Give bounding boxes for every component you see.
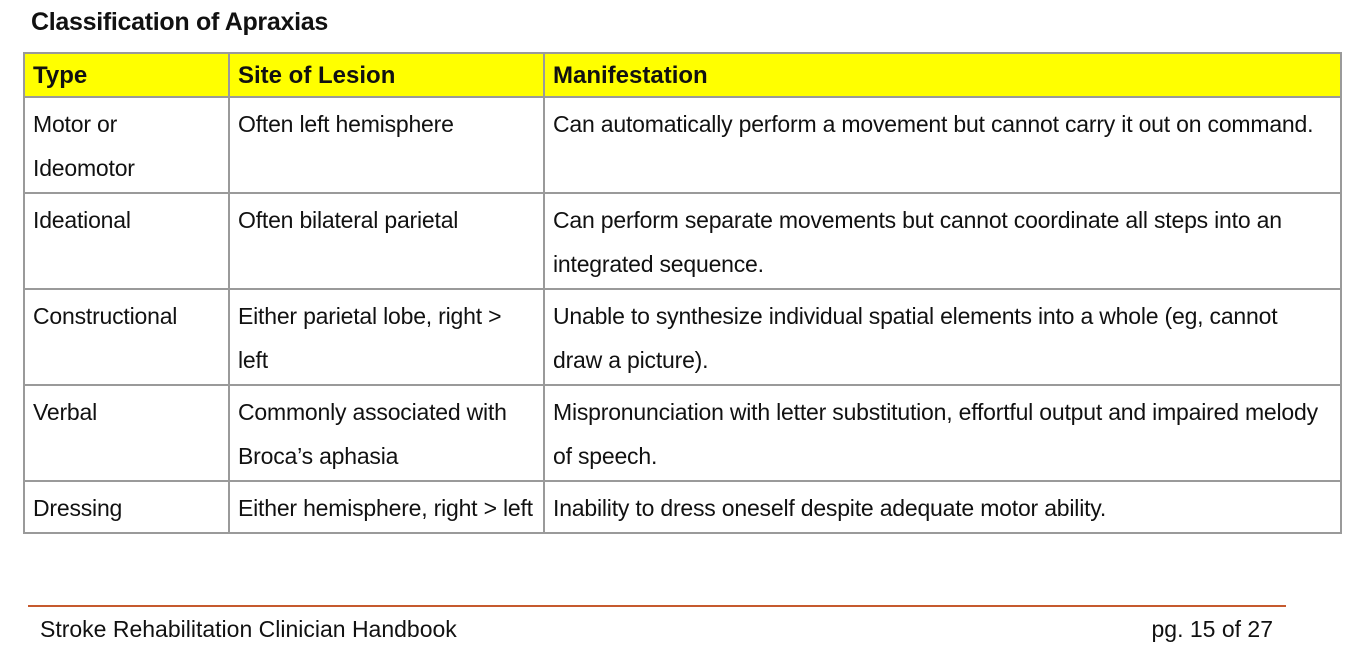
cell-manifestation: Mispronunciation with letter substitution, effortful output and impaired melody of speech. (544, 385, 1341, 481)
column-header-manifestation: Manifestation (544, 53, 1341, 97)
table-row (24, 97, 1341, 193)
cell-site-of-lesion: Often bilateral parietal (229, 193, 544, 289)
cell-site-of-lesion: Commonly associated with Broca’s aphasia (229, 385, 544, 481)
apraxia-classification-table (23, 52, 1342, 534)
footer-page-number: pg. 15 of 27 (1151, 616, 1273, 642)
table-row (24, 193, 1341, 289)
cell-manifestation: Can automatically perform a movement but cannot carry it out on command. (544, 97, 1341, 193)
cell-site-of-lesion: Either hemisphere, right > left (229, 481, 544, 533)
footer-divider (28, 605, 1286, 607)
table-row (24, 289, 1341, 385)
table-row (24, 385, 1341, 481)
cell-site-of-lesion: Either parietal lobe, right > left (229, 289, 544, 385)
cell-type: Dressing (24, 481, 229, 533)
cell-manifestation: Unable to synthesize individual spatial elements into a whole (eg, cannot draw a picture). (544, 289, 1341, 385)
cell-site-of-lesion: Often left hemisphere (229, 97, 544, 193)
column-header-type: Type (24, 53, 229, 97)
table-row (24, 481, 1341, 533)
cell-manifestation: Inability to dress oneself despite adequate motor ability. (544, 481, 1341, 533)
document-title: Classification of Apraxias (31, 8, 328, 36)
cell-type: Constructional (24, 289, 229, 385)
footer-handbook-title: Stroke Rehabilitation Clinician Handbook (40, 616, 457, 642)
cell-manifestation: Can perform separate movements but cannot coordinate all steps into an integrated sequence. (544, 193, 1341, 289)
cell-type: Motor or Ideomotor (24, 97, 229, 193)
cell-type: Verbal (24, 385, 229, 481)
table-header-row (24, 53, 1341, 97)
cell-type: Ideational (24, 193, 229, 289)
column-header-site-of-lesion: Site of Lesion (229, 53, 544, 97)
